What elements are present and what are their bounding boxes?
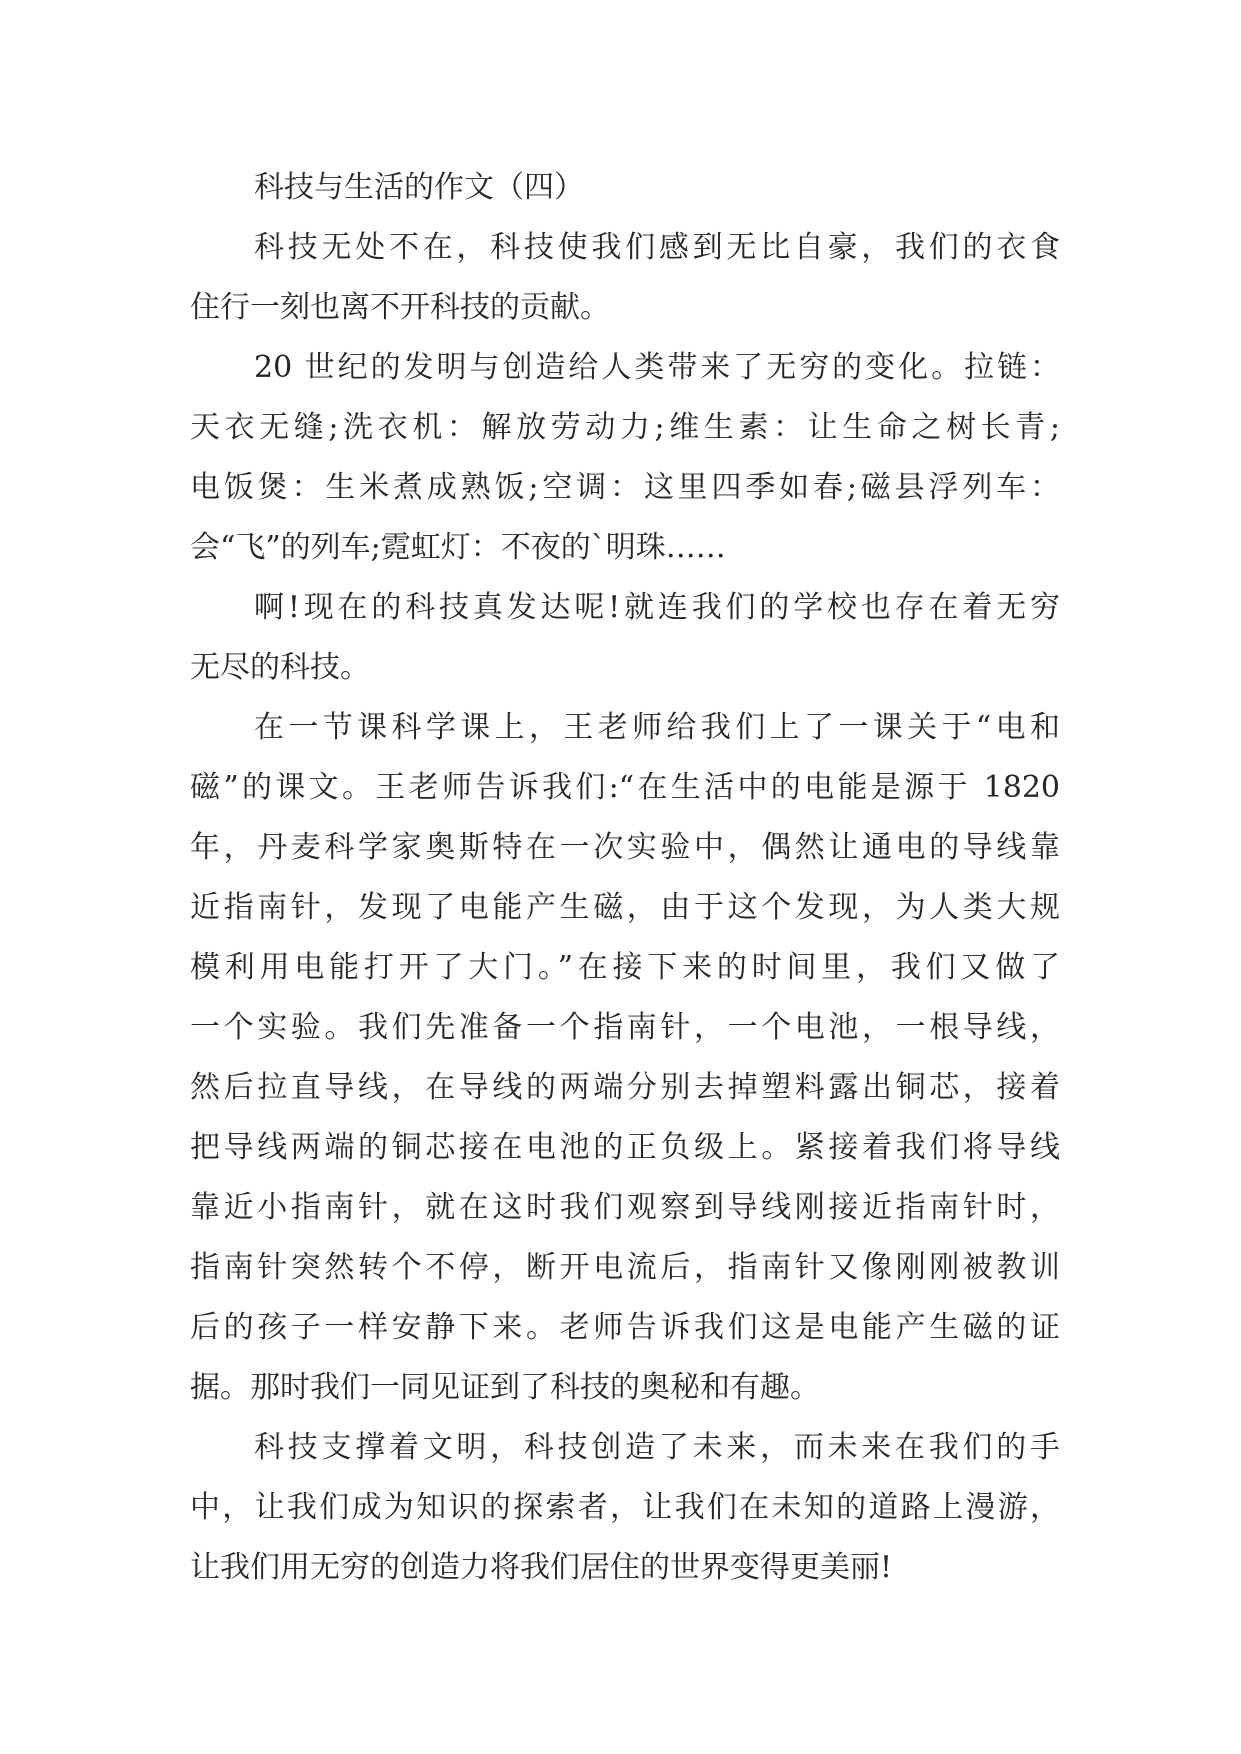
text-line: 把导线两端的铜芯接在电池的正负级上。紧接着我们将导线 [190, 1130, 1060, 1165]
text-line: 在一节课科学课上，王老师给我们上了一课关于“电和 [254, 710, 1060, 745]
text-line: 模利用电能打开了大门。”在接下来的时间里，我们又做了 [190, 950, 1060, 985]
text-line: 20 世纪的发明与创造给人类带来了无穷的变化。拉链： [254, 350, 1060, 385]
text-line: 啊!现在的科技真发达呢!就连我们的学校也存在着无穷 [254, 590, 1060, 625]
paragraph [190, 1418, 1060, 1598]
article-body [190, 158, 1060, 1598]
text-line: 科技支撑着文明，科技创造了未来，而未来在我们的手 [254, 1430, 1060, 1465]
text-line: 住行一刻也离不开科技的贡献。 [190, 290, 610, 325]
text-line: 年，丹麦科学家奥斯特在一次实验中，偶然让通电的导线靠 [190, 830, 1060, 865]
paragraph [190, 698, 1060, 1418]
paragraph [190, 338, 1060, 578]
text-line: 科技无处不在，科技使我们感到无比自豪，我们的衣食 [254, 230, 1060, 265]
text-line: 电饭煲：生米煮成熟饭;空调：这里四季如春;磁县浮列车： [190, 470, 1060, 505]
text-line: 中，让我们成为知识的探索者，让我们在未知的道路上漫游， [190, 1490, 1060, 1525]
text-line: 据。那时我们一同见证到了科技的奥秘和有趣。 [190, 1370, 820, 1405]
text-line: 后的孩子一样安静下来。老师告诉我们这是电能产生磁的证 [190, 1310, 1060, 1345]
paragraph [190, 218, 1060, 338]
paragraph [190, 578, 1060, 698]
text-line: 让我们用无穷的创造力将我们居住的世界变得更美丽! [190, 1550, 893, 1585]
text-line: 无尽的科技。 [190, 650, 370, 685]
text-line: 近指南针，发现了电能产生磁，由于这个发现，为人类大规 [190, 890, 1060, 925]
text-line: 天衣无缝;洗衣机：解放劳动力;维生素：让生命之树长青; [190, 410, 1060, 445]
article-title: 科技与生活的作文（四） [254, 170, 584, 205]
text-line: 一个实验。我们先准备一个指南针，一个电池，一根导线， [190, 1010, 1060, 1045]
text-line: 靠近小指南针，就在这时我们观察到导线刚接近指南针时， [190, 1190, 1060, 1225]
text-line: 指南针突然转个不停，断开电流后，指南针又像刚刚被教训 [190, 1250, 1060, 1285]
text-line: 磁”的课文。王老师告诉我们:“在生活中的电能是源于 1820 [190, 770, 1060, 805]
text-line: 然后拉直导线，在导线的两端分别去掉塑料露出铜芯，接着 [190, 1070, 1060, 1105]
text-line: 会“飞”的列车;霓虹灯：不夜的`明珠…… [190, 530, 726, 565]
